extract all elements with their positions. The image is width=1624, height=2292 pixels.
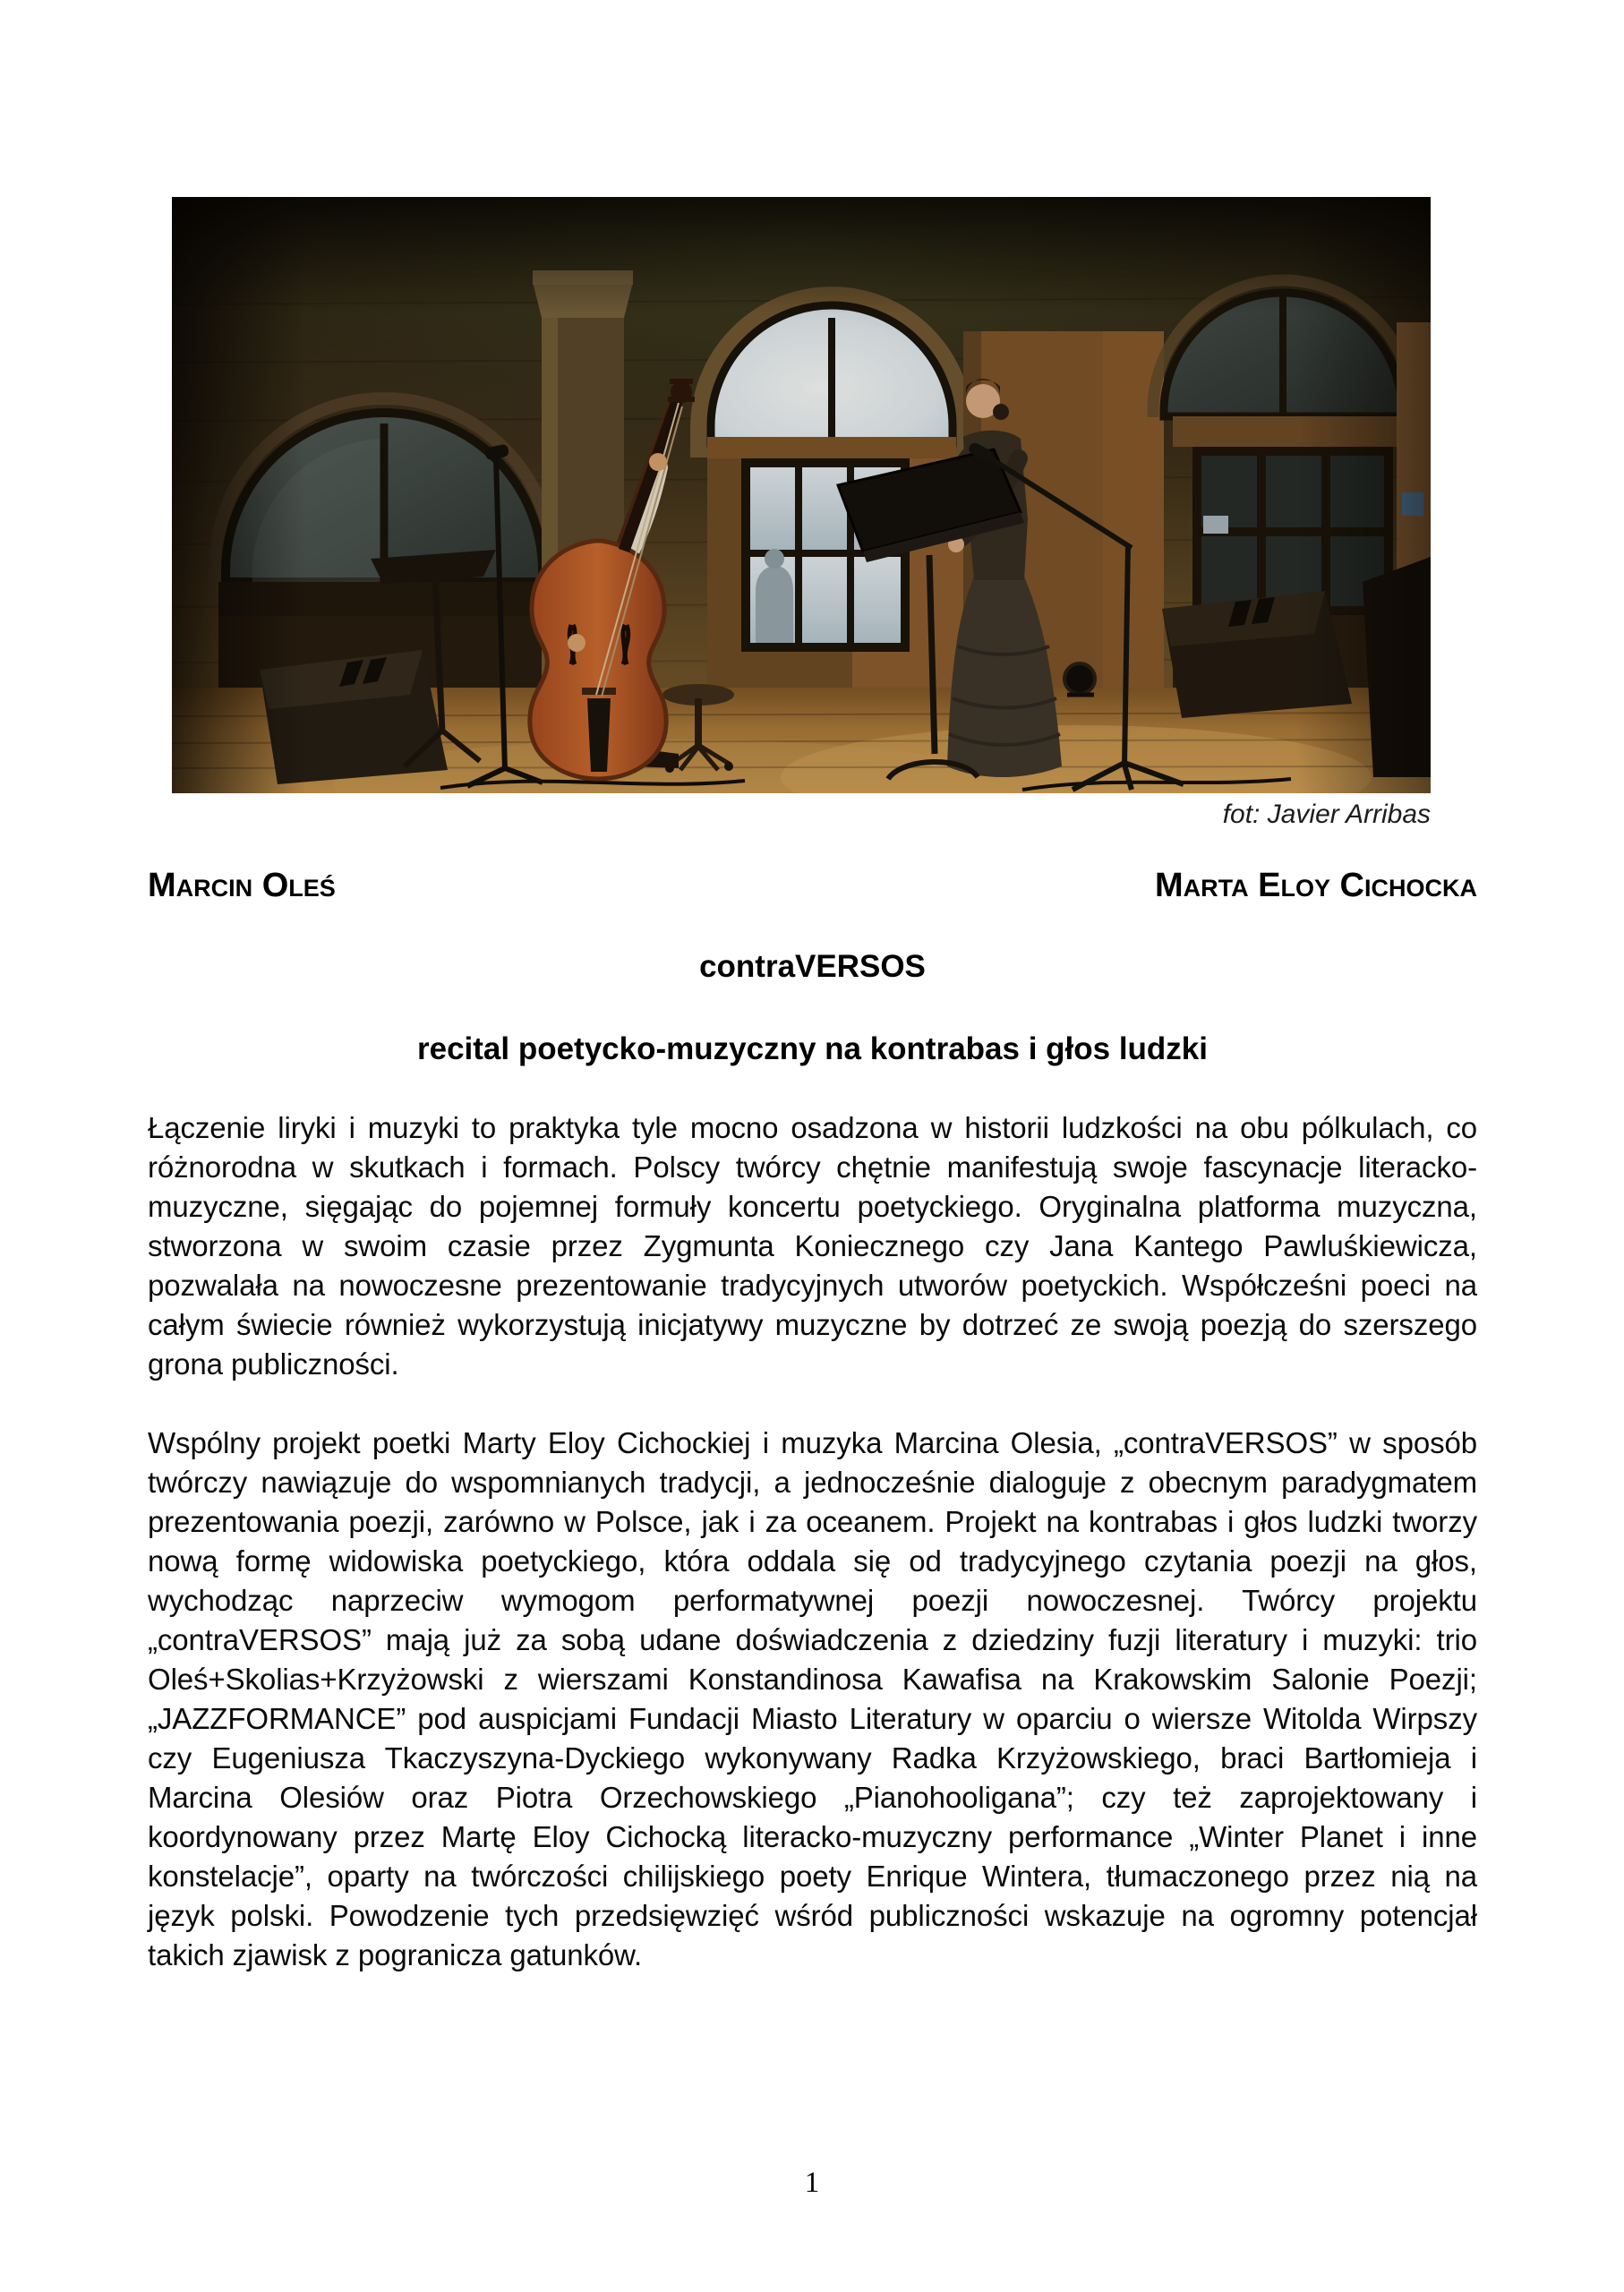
byline-row	[148, 867, 1477, 905]
photo-credit: fot: Javier Arribas	[1222, 800, 1431, 829]
page-number: 1	[804, 2167, 820, 2199]
document-title: contraVERSOS	[699, 949, 926, 984]
document-subtitle: recital poetycko-muzyczny na kontrabas i głos ludzki	[416, 1031, 1208, 1066]
concert-photo	[172, 197, 1431, 793]
byline-right-name: Marta Eloy Cichocka	[1154, 867, 1477, 904]
body-text	[148, 1108, 1477, 1975]
byline-left-name: Marcin Oleś	[148, 867, 336, 904]
photo-vignette	[172, 197, 1431, 793]
paragraph-1: Łączenie liryki i muzyki to praktyka tyle mocno osadzona w historii ludzkości na obu pólkulach, co różnorodna w skutkach i formach. Polscy twórcy chętnie manifestują swoje fascynacje literacko-muzyczne, sięgając do pojemnej formuły koncertu poetyckiego. Oryginalna platforma muzyczna, stworzona w swoim czasie przez Zygmunta Koniecznego czy Jana Kantego Pawluśkiewicza, pozwalała na nowoczesne prezentowanie tradycyjnych utworów poetyckich. Współcześni poeci na całym świecie również wykorzystują inicjatywy muzyczne by dotrzeć ze swoją poezją do szerszego grona publiczności.	[148, 1111, 1477, 1381]
concert-photo-illustration	[172, 197, 1431, 793]
paragraph-2: Wspólny projekt poetki Marty Eloy Cichockiej i muzyka Marcina Olesia, „contraVERSOS” w sposób twórczy nawiązuje do wspomnianych tradycji, a jednocześnie dialoguje z obecnym paradygmatem prezentowania poezji, zarówno w Polsce, jak i za oceanem. Projekt na kontrabas i głos ludzki tworzy nową formę widowiska poetyckiego, która oddala się od tradycyjnego czytania poezji na głos, wychodząc naprzeciw wymogom performatywnej poezji nowoczesnej. Twórcy projektu „contraVERSOS” mają już za sobą udane doświadczenia z dziedziny fuzji literatury i muzyki: trio Oleś+Skolias+Krzyżowski z wierszami Konstandinosa Kawafisa na Krakowskim Salonie Poezji; „JAZZFORMANCE” pod auspicjami Fundacji Miasto Literatury w oparciu o wiersze Witolda Wirpszy czy Eugeniusza Tkaczyszyna-Dyckiego wykonywany Radka Krzyżowskiego, braci Bartłomieja i Marcina Olesiów oraz Piotra Orzechowskiego „Pianohooligana”; czy też zaprojektowany i koordynowany przez Martę Eloy Cichocką literacko-muzyczny performance „Winter Planet i inne konstelacje”, oparty na twórczości chilijskiego poety Enrique Wintera, tłumaczonego przez nią na język polski. Powodzenie tych przedsięwzięć wśród publiczności wskazuje na ogromny potencjał takich zjawisk z pogranicza gatunków.	[148, 1426, 1477, 1971]
